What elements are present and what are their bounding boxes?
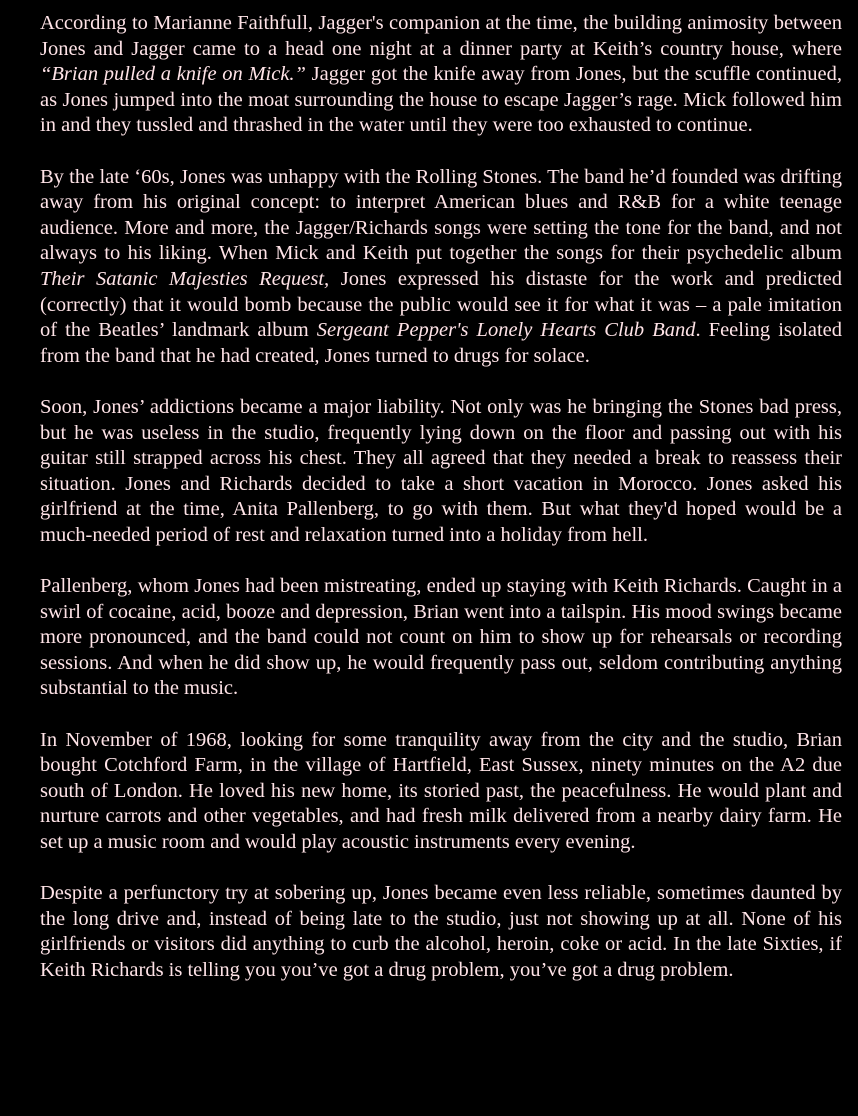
- text-run: In November of 1968, looking for some tranquility away from the city and the studio, Brian bought Cotchford Farm, in the village of Hartfield, East Sussex, ninety minutes on the A2 due south of London. He loved his new home, its storied past, the peacefulness. He would plant and nurture carrots and other vegetables, and had fresh milk delivered from a nearby dairy farm. He set up a music room and would play acoustic instruments every evening.: [40, 728, 842, 853]
- text-run: Jagger got the knife away from Jones, but the scuffle continued, as Jones jumped into the moat surrounding the house to escape Jagger’s rage. Mick followed him in and they tussled and thrashed in the water until they were too exhausted to continue.: [40, 63, 842, 137]
- text-run: According to Marianne Faithfull, Jagger's companion at the time, the building animosity between Jones and Jagger came to a head one night at a dinner party at Keith’s country house, where: [40, 12, 842, 60]
- paragraph: [40, 11, 842, 139]
- article-body: [40, 11, 842, 984]
- paragraph: [40, 881, 842, 983]
- text-run: By the late ‘60s, Jones was unhappy with the Rolling Stones. The band he’d founded was drifting away from his original concept: to interpret American blues and R&B for a white teenage audience. More and more, the Jagger/Richards songs were setting the tone for the band, and not always to his liking. When Mick and Keith put together the songs for their psychedelic album: [40, 165, 842, 265]
- paragraph: [40, 165, 842, 370]
- paragraph: [40, 728, 842, 856]
- text-run: . Feeling isolated from the band that he had created, Jones turned to drugs for solace.: [40, 319, 842, 367]
- quote-italic: “Brian pulled a knife on Mick.”: [40, 63, 306, 86]
- text-run: Soon, Jones’ addictions became a major liability. Not only was he bringing the Stones bad press, but he was useless in the studio, frequently lying down on the floor and passing out with his guitar still strapped across his chest. They all agreed that they needed a break to reassess their situation. Jones and Richards decided to take a short vacation in Morocco. Jones asked his girlfriend at the time, Anita Pallenberg, to go with them. But what they'd hoped would be a much-needed period of rest and relaxation turned into a holiday from hell.: [40, 395, 842, 546]
- album-title-italic: Sergeant Pepper's Lonely Hearts Club Band: [316, 319, 696, 342]
- paragraph: [40, 574, 842, 702]
- text-run: Pallenberg, whom Jones had been mistreating, ended up staying with Keith Richards. Caught in a swirl of cocaine, acid, booze and depression, Brian went into a tailspin. His mood swings became more pronounced, and the band could not count on him to show up for rehearsals or recording sessions. And when he did show up, he would frequently pass out, seldom contributing anything substantial to the music.: [40, 575, 842, 700]
- text-run: Jones expressed his distaste for the work and predicted (correctly) that it would bomb because the public would see it for what it was – a pale imitation of the Beatles’ landmark album: [40, 267, 842, 342]
- paragraph: [40, 395, 842, 549]
- album-title-italic: Their Satanic Majesties Request,: [40, 267, 330, 290]
- text-run: Despite a perfunctory try at sobering up, Jones became even less reliable, sometimes daunted by the long drive and, instead of being late to the studio, just not showing up at all. None of his girlfriends or visitors did anything to curb the alcohol, heroin, coke or acid. In the late Sixties, if Keith Richards is telling you you’ve got a drug problem, you’ve got a drug problem.: [40, 882, 842, 981]
